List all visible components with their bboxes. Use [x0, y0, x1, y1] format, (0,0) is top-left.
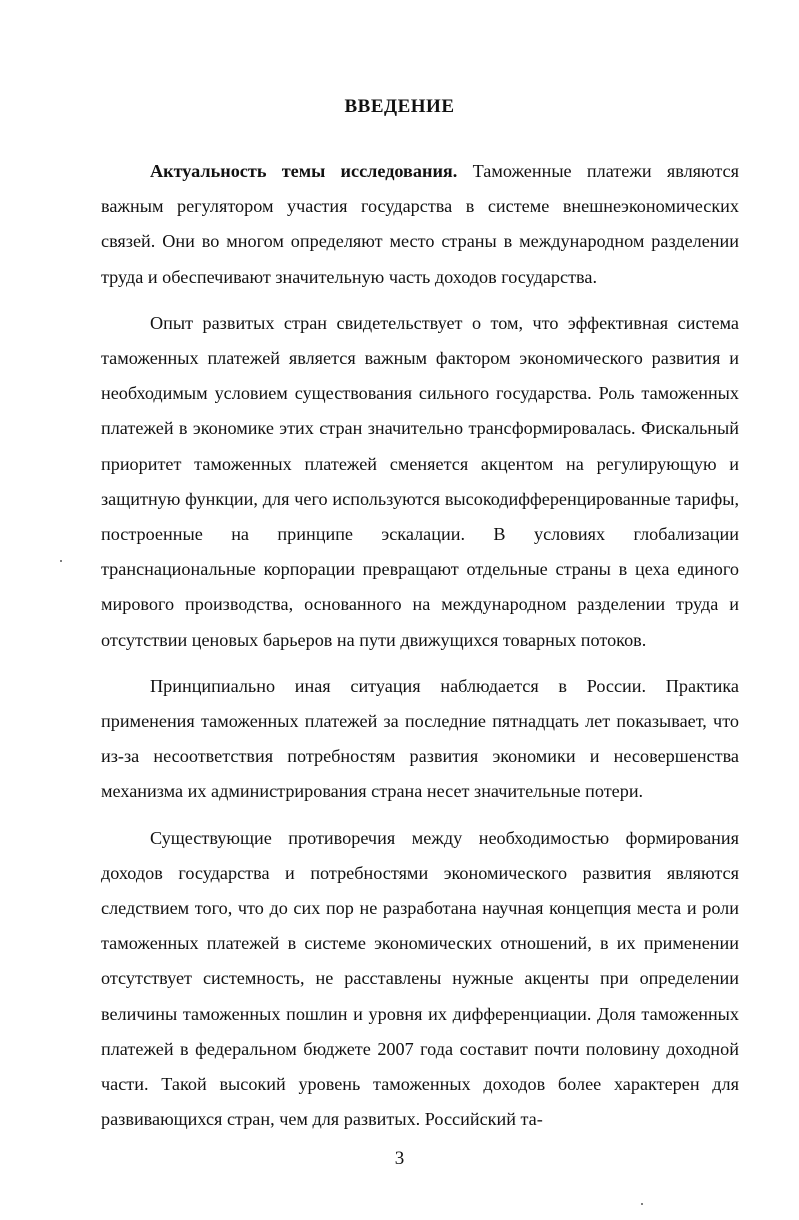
paragraph-text: Таможенные платежи являются важным регулятором участия государства в системе внешнеэкономических связей. Они во многом определяют место страны в международном разделении труда и обеспечивают значительную часть доходов государства. — [101, 161, 739, 287]
body-text — [101, 154, 739, 1137]
paragraph-lead: Актуальность темы исследования. — [150, 161, 458, 181]
paragraph-contradictions: Существующие противоречия между необходимостью формирования доходов государства и потребностями экономического развития являются следствием того, что до сих пор не разработана научная концепция места и роли таможенных платежей в системе экономических отношений, в их применении отсутствует системность, не расставлены нужные акценты при определении величины таможенных пошлин и уровня их дифференциации. Доля таможенных платежей в федеральном бюджете 2007 года составит почти половину доходной части. Такой высокий уровень таможенных доходов более характерен для развивающихся стран, чем для развитых. Российский та- — [101, 827, 739, 1130]
paragraph-developed-countries: Опыт развитых стран свидетельствует о том, что эффективная система таможенных платежей является важным фактором экономического развития и необходимым условием существования сильного государства. Роль таможенных платежей в экономике этих стран значительно трансформировалась. Фискальный приоритет таможенных платежей сменяется акцентом на регулирующую и защитную функции, для чего используются высокодифференцированные тарифы, построенные на принципе эскалации. В условиях глобализации транснациональные корпорации превращают отдельные страны в цеха единого мирового производства, основанного на международном разделении труда и отсутствии ценовых барьеров на пути движущихся товарных потоков. — [101, 312, 739, 650]
page-title: ВВЕДЕНИЕ — [344, 96, 455, 117]
paragraph-relevance — [101, 154, 739, 295]
scan-speck — [641, 1203, 643, 1205]
page-number: 3 — [394, 1148, 405, 1169]
scan-speck — [60, 560, 62, 562]
paragraph-russia: Принципиально иная ситуация наблюдается в России. Практика применения таможенных платежей за последние пятнадцать лет показывает, что из-за несоответствия потребностям развития экономики и несовершенства механизма их администрирования страна несет значительные потери. — [101, 675, 739, 802]
